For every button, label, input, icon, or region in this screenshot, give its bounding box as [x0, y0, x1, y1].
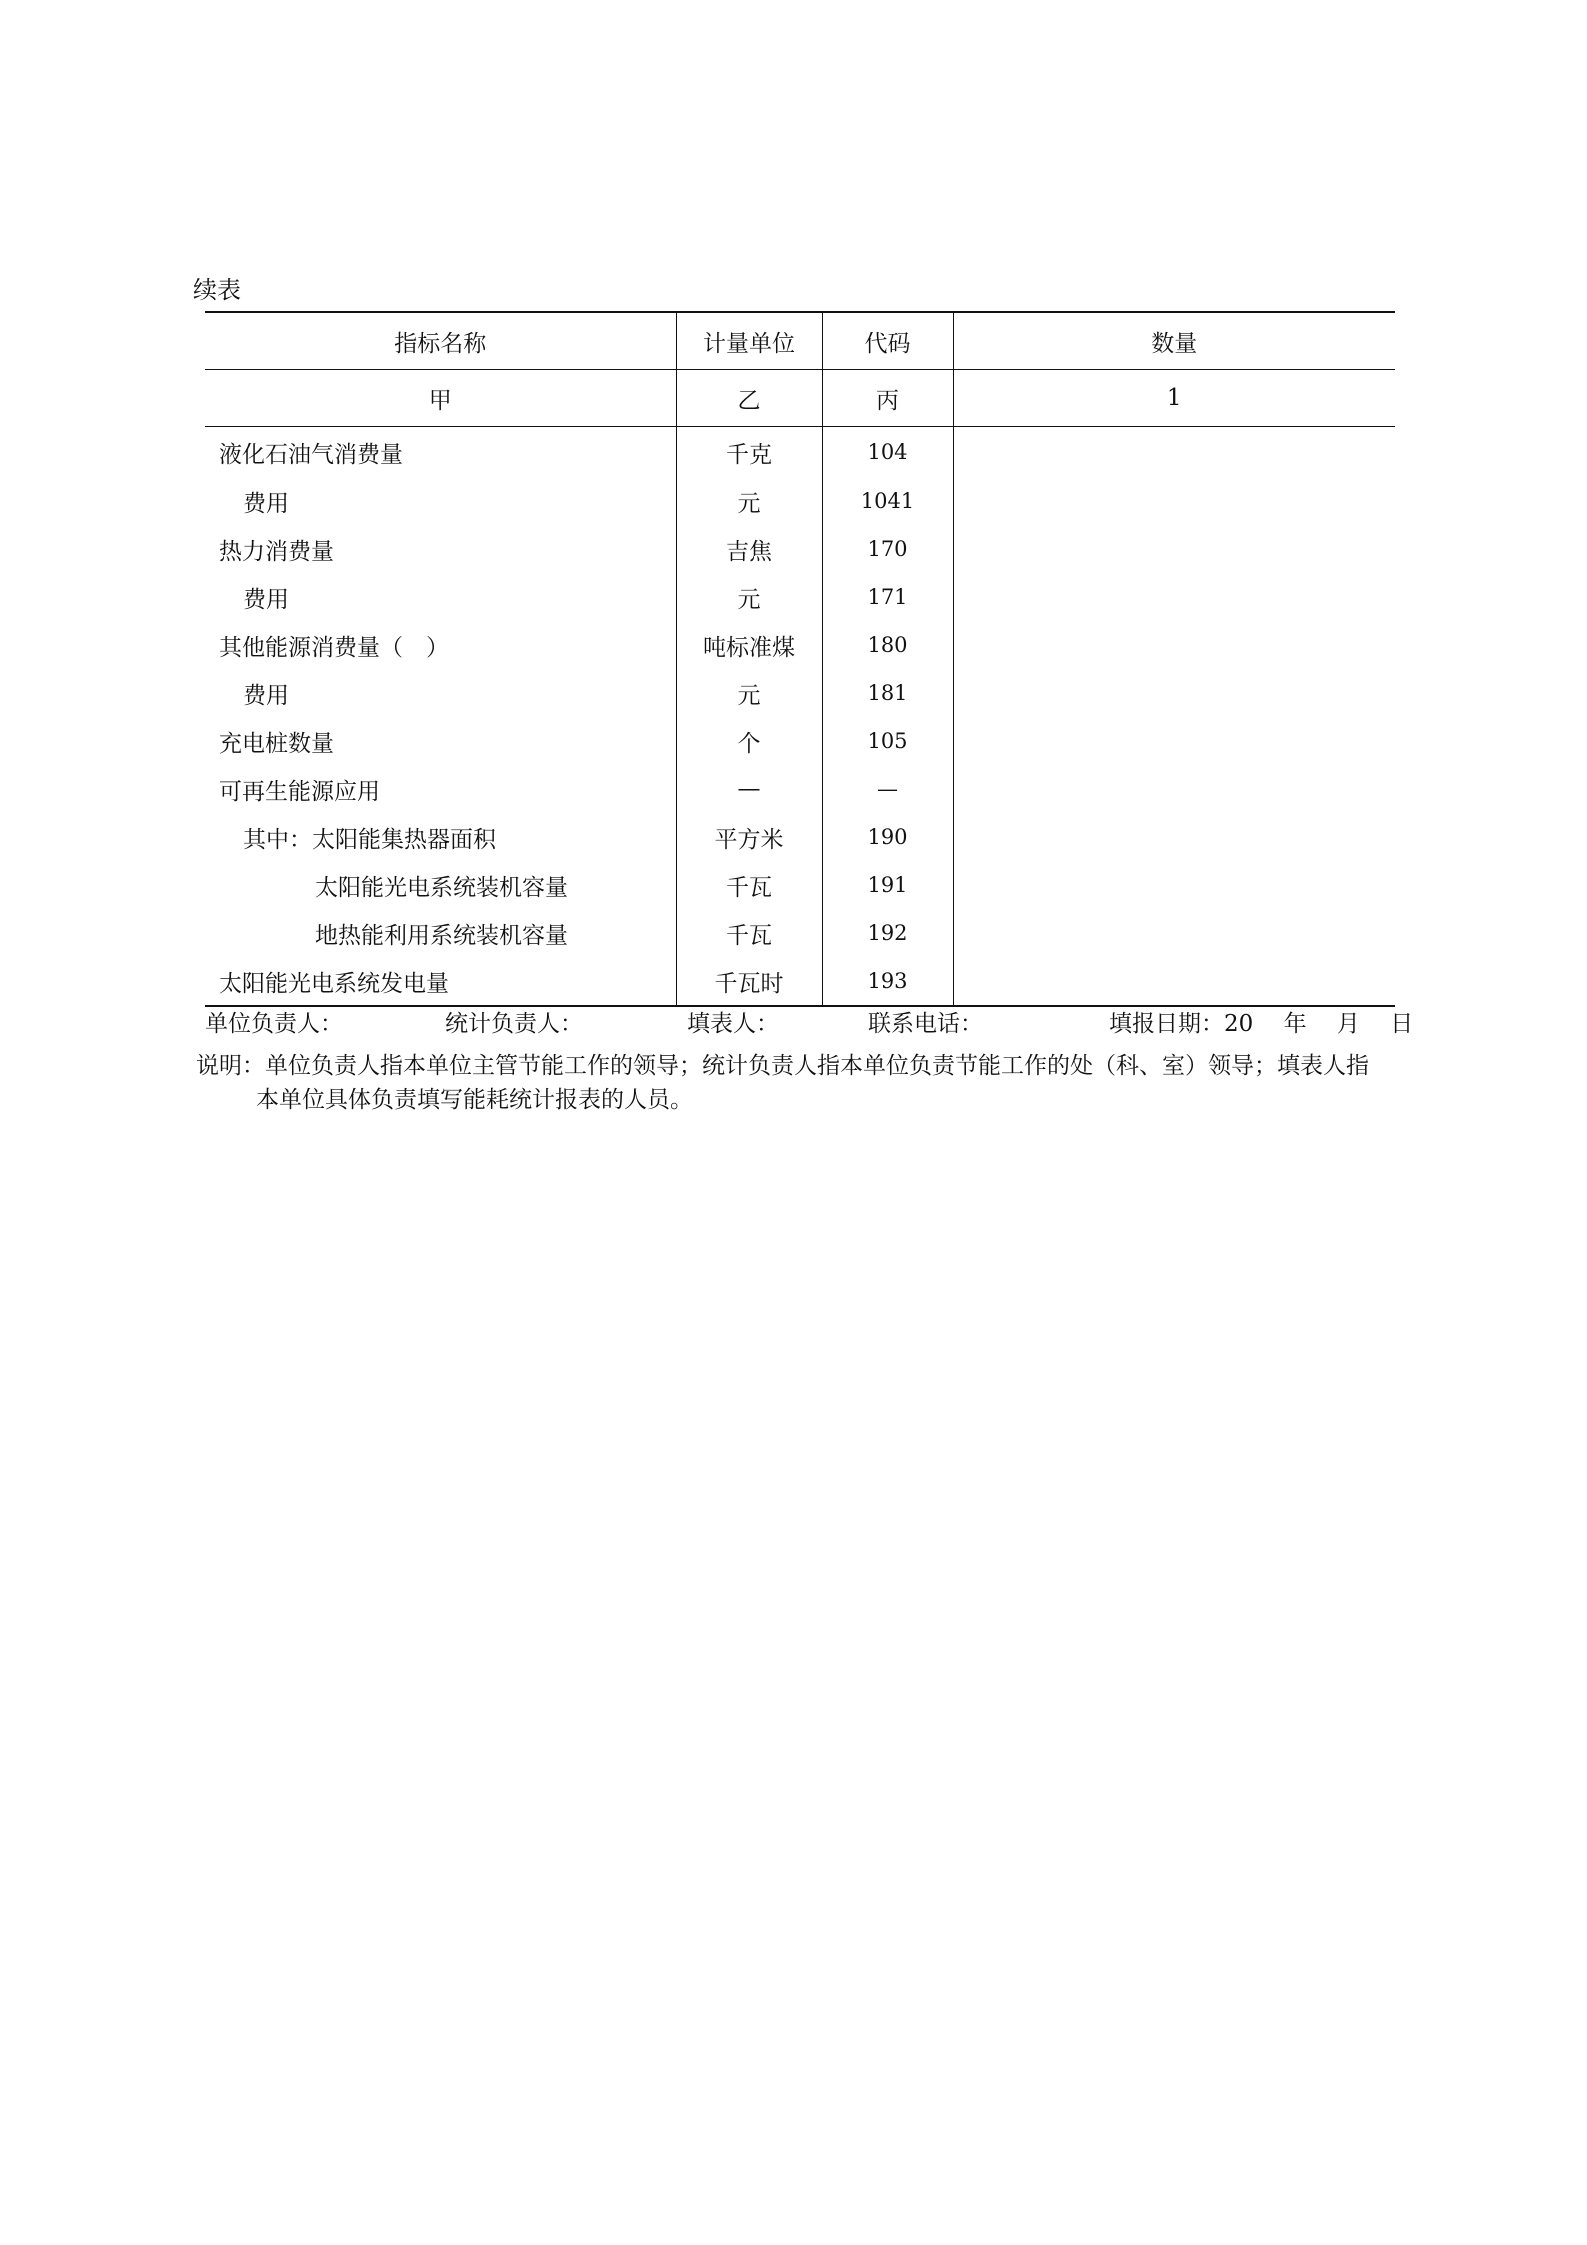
row-name: 地热能利用系统装机容量 — [315, 922, 568, 949]
table-row — [205, 717, 1395, 765]
filler-label: 填表人： — [687, 1011, 779, 1037]
subheader-bing: 丙 — [822, 370, 953, 427]
fill-date-label: 填报日期：20 年 月 日 — [1109, 1011, 1414, 1037]
row-name: 费用 — [243, 490, 289, 517]
row-name: 其中：太阳能集热器面积 — [243, 826, 496, 853]
table-row — [205, 621, 1395, 669]
row-quantity-cell[interactable] — [953, 621, 1395, 669]
table-row — [205, 957, 1395, 1006]
row-unit: 平方米 — [676, 813, 822, 861]
table-caption: 续表 — [193, 276, 241, 304]
table-row — [205, 765, 1395, 813]
row-unit: — — [676, 765, 822, 813]
row-quantity-cell[interactable] — [953, 669, 1395, 717]
row-name: 液化石油气消费量 — [219, 441, 403, 468]
row-code: 181 — [822, 669, 953, 717]
table-row — [205, 669, 1395, 717]
subheader-row — [205, 370, 1395, 427]
row-code: 170 — [822, 525, 953, 573]
header-quantity: 数量 — [953, 312, 1395, 370]
row-unit: 千瓦 — [676, 861, 822, 909]
explanation-note — [196, 1049, 1426, 1117]
row-code: 171 — [822, 573, 953, 621]
row-unit: 吨标准煤 — [676, 621, 822, 669]
header-row — [205, 312, 1395, 370]
unit-head-label: 单位负责人： — [205, 1011, 343, 1037]
row-quantity-cell[interactable] — [953, 813, 1395, 861]
row-code: 193 — [822, 957, 953, 1006]
row-quantity-cell[interactable] — [953, 717, 1395, 765]
table-row — [205, 909, 1395, 957]
row-quantity-cell[interactable] — [953, 427, 1395, 478]
row-unit: 千瓦 — [676, 909, 822, 957]
table-row — [205, 573, 1395, 621]
row-name: 太阳能光电系统装机容量 — [315, 874, 568, 901]
row-code: 104 — [822, 427, 953, 478]
header-indicator-name: 指标名称 — [205, 312, 676, 370]
table-row — [205, 861, 1395, 909]
row-name: 费用 — [243, 586, 289, 613]
note-line-2: 本单位具体负责填写能耗统计报表的人员。 — [256, 1087, 693, 1113]
row-unit: 元 — [676, 477, 822, 525]
table-row — [205, 813, 1395, 861]
subheader-col-1: 1 — [953, 370, 1395, 427]
row-unit: 千克 — [676, 427, 822, 478]
row-code: 180 — [822, 621, 953, 669]
row-code: 190 — [822, 813, 953, 861]
row-code: 192 — [822, 909, 953, 957]
phone-label: 联系电话： — [868, 1011, 983, 1037]
row-name: 充电桩数量 — [219, 730, 334, 757]
table-row — [205, 477, 1395, 525]
subheader-yi: 乙 — [676, 370, 822, 427]
row-quantity-cell[interactable] — [953, 573, 1395, 621]
row-unit: 元 — [676, 573, 822, 621]
row-unit: 千瓦时 — [676, 957, 822, 1006]
table-row — [205, 525, 1395, 573]
stat-head-label: 统计负责人： — [445, 1011, 583, 1037]
row-name: 热力消费量 — [219, 538, 334, 565]
row-quantity-cell[interactable] — [953, 909, 1395, 957]
row-code: 105 — [822, 717, 953, 765]
row-name: 太阳能光电系统发电量 — [205, 957, 676, 1006]
row-quantity-cell[interactable] — [953, 477, 1395, 525]
header-code: 代码 — [822, 312, 953, 370]
row-code: 1041 — [822, 477, 953, 525]
energy-statistics-table — [205, 311, 1395, 1007]
row-unit: 吉焦 — [676, 525, 822, 573]
row-quantity-cell[interactable] — [953, 861, 1395, 909]
signature-row — [205, 1005, 1414, 1037]
row-quantity-cell[interactable] — [953, 765, 1395, 813]
row-code: 191 — [822, 861, 953, 909]
row-quantity-cell[interactable] — [953, 525, 1395, 573]
row-code: — — [822, 765, 953, 813]
row-unit: 个 — [676, 717, 822, 765]
row-quantity-cell[interactable] — [953, 957, 1395, 1006]
note-line-1: 说明：单位负责人指本单位主管节能工作的领导；统计负责人指本单位负责节能工作的处（科、室）领导；填表人指 — [196, 1053, 1369, 1079]
row-name: 其他能源消费量（ ） — [219, 634, 449, 661]
table-row — [205, 427, 1395, 478]
subheader-jia: 甲 — [205, 370, 676, 427]
row-name: 可再生能源应用 — [219, 778, 380, 805]
row-name: 费用 — [243, 682, 289, 709]
header-unit: 计量单位 — [676, 312, 822, 370]
row-unit: 元 — [676, 669, 822, 717]
